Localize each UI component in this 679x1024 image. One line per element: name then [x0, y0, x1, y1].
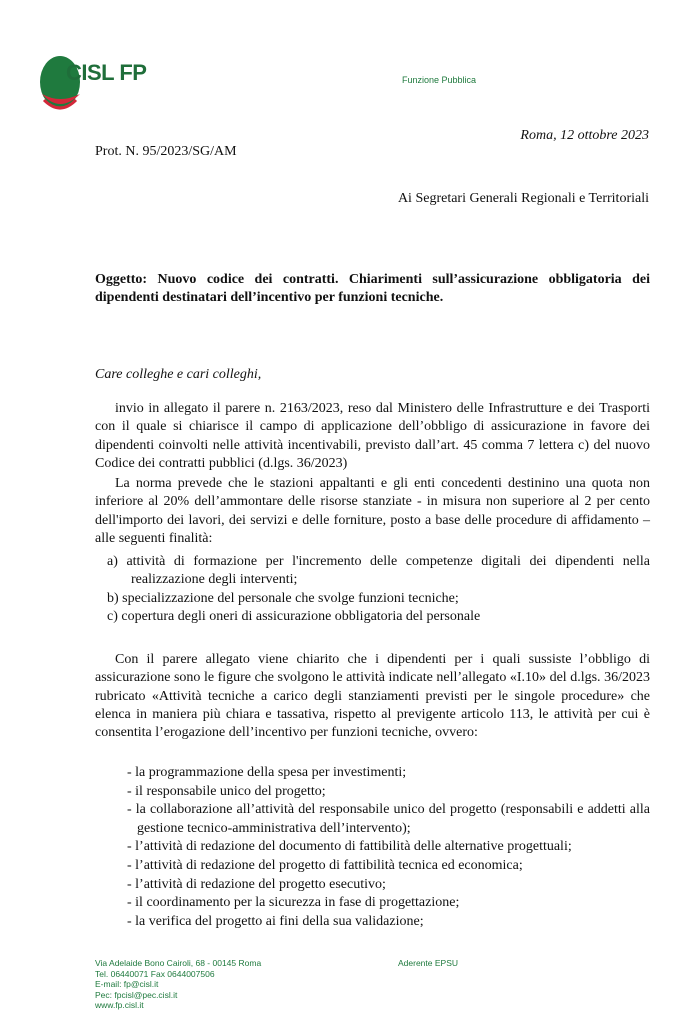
- paragraph-3: Con il parere allegato viene chiarito che i dipendenti per i quali sussiste l’obbligo di assicurazione sono le figure che svolgono le attività indicate nell’allegato «I.10» del d.lgs. 36/2023 rubricato «Attività tecniche a carico degli stanziamenti previsti per le singole procedure» che elenca in maniera più chiara e tassativa, rispetto al previgente articolo 113, le attività per cui è consentita l’erogazione dell’incentivo per funzioni tecniche, ovvero:: [95, 652, 650, 741]
- list-item: - l’attività di redazione del progetto di fattibilità tecnica ed economica;: [127, 857, 523, 873]
- subject: Oggetto: Nuovo codice dei contratti. Chiarimenti sull’assicurazione obbligatoria dei dipendenti destinatari dell’incentivo per funzioni tecniche.: [95, 272, 650, 305]
- list-item: - la collaborazione all’attività del responsabile unico del progetto (responsabili e addetti alla gestione tecnico-amministrativa dell’intervento);: [127, 802, 650, 836]
- paragraph-1: invio in allegato il parere n. 2163/2023, reso dal Ministero delle Infrastrutture e dei Trasporti con il quale si chiarisce il campo di applicazione dell’obbligo di assicurazione in favore dei dipendenti coinvolti nelle attività incentivabili, previsto dall’art. 45 comma 7 lettera c) del nuovo Codice dei contratti pubblici (d.lgs. 36/2023): [95, 401, 650, 471]
- footer-web[interactable]: www.fp.cisl.it: [95, 1000, 144, 1010]
- footer-affiliation: Aderente EPSU: [398, 958, 459, 968]
- list-item: - il responsabile unico del progetto;: [127, 783, 326, 799]
- recipient: Ai Segretari Generali Regionali e Territoriali: [397, 191, 649, 206]
- list-item: c) copertura degli oneri di assicurazione obbligatoria del personale: [107, 608, 481, 624]
- list-item: b) specializzazione del personale che svolge funzioni tecniche;: [107, 590, 459, 606]
- footer-phone: Tel. 06440071 Fax 0644007506: [95, 968, 215, 979]
- list-item: a) attività di formazione per l'incremento delle competenze digitali dei dipendenti nella realizzazione degli interventi;: [107, 554, 650, 588]
- footer-pec[interactable]: Pec: fpcisl@pec.cisl.it: [95, 989, 178, 1000]
- list-item: - la verifica del progetto ai fini della sua validazione;: [127, 913, 424, 929]
- footer-email[interactable]: E-mail: fp@cisl.it: [95, 979, 159, 989]
- purpose-list: [95, 553, 650, 626]
- protocol-number: Prot. N. 95/2023/SG/AM: [95, 144, 237, 159]
- footer-address: Via Adelaide Bono Cairoli, 68 - 00145 Roma: [95, 958, 262, 968]
- salutation: Care colleghe e cari colleghi,: [95, 367, 262, 382]
- list-item: - l’attività di redazione del progetto esecutivo;: [127, 876, 386, 892]
- list-item: - la programmazione della spesa per investimenti;: [127, 765, 407, 780]
- activity-list: [95, 764, 650, 931]
- paragraph-2: La norma prevede che le stazioni appaltanti e gli enti concedenti destinino una quota non inferiore al 20% dell’ammontare delle risorse stanziate - in misura non superiore al 2 per cento dell'importo dei lavori, dei servizi e delle forniture, posto a base delle procedure di affidamento – alle seguenti finalità:: [95, 476, 650, 546]
- department-label: Funzione Pubblica: [402, 75, 477, 85]
- footer-contacts: [95, 958, 261, 1011]
- list-item: - il coordinamento per la sicurezza in fase di progettazione;: [127, 895, 460, 911]
- list-item: - l’attività di redazione del documento di fattibilità delle alternative progettuali;: [127, 839, 572, 855]
- letter-date: Roma, 12 ottobre 2023: [520, 128, 649, 143]
- logo-text: CISL FP: [66, 60, 147, 85]
